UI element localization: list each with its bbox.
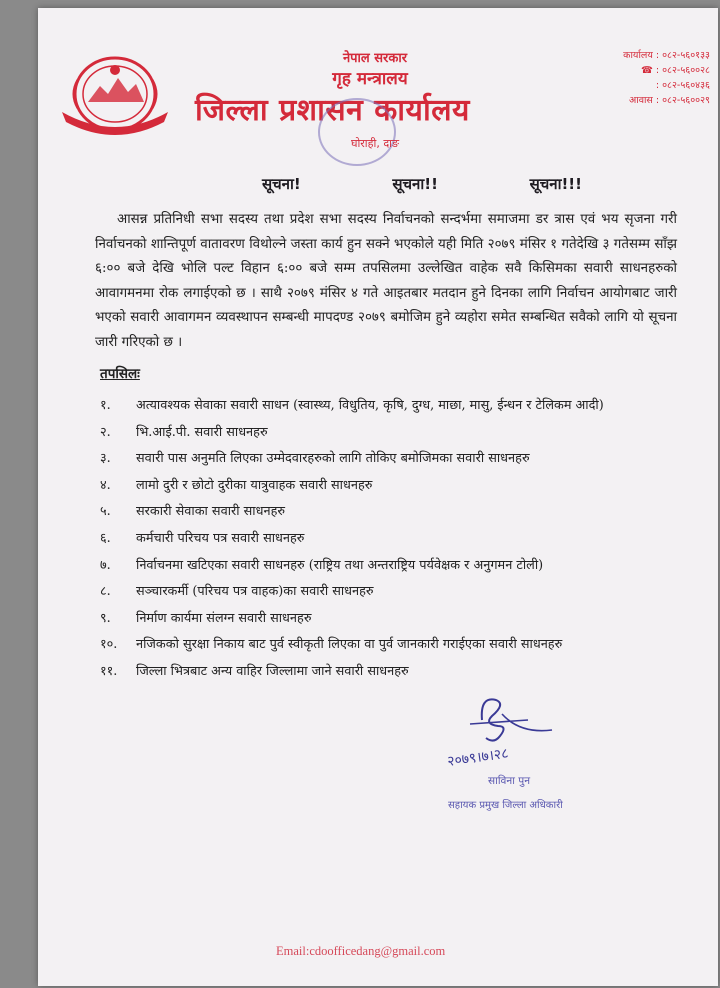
office-email: Email:cdoofficedang@gmail.com xyxy=(276,944,446,958)
notice-headings xyxy=(262,174,582,194)
nepal-emblem-icon xyxy=(48,50,182,136)
office-name: जिल्ला प्रशासन कार्यालय xyxy=(195,93,470,128)
list-item: ३. सवारी पास अनुमति लिएका उम्मेदवारहरुको लागि तोकिए बमोजिमका सवारी साधनहरु xyxy=(100,451,530,467)
notice-heading: सूचना!!! xyxy=(529,175,582,193)
list-item: १. अत्यावश्यक सेवाका सवारी साधन (स्वास्थ्य, विधुतिय, कृषि, दुग्ध, माछा, मासु, ईन्धन र टेलिकम आदी) xyxy=(100,398,604,413)
contact-row: : ०८२-५६०४३६ xyxy=(655,80,710,91)
signer-designation: सहायक प्रमुख जिल्ला अधिकारी xyxy=(448,800,563,811)
exempt-vehicle-list xyxy=(100,395,690,688)
list-item: ८. सञ्चारकर्मी (परिचय पत्र वाहक)का सवारी साधनहरु xyxy=(100,584,374,600)
list-item: १०. नजिकको सुरक्षा निकाय बाट पुर्व स्वीकृती लिएका वा पुर्व जानकारी गराईएका सवारी साधनहरु xyxy=(100,637,563,653)
list-item: ११. जिल्ला भित्रबाट अन्य वाहिर जिल्लामा जाने सवारी साधनहरु xyxy=(100,663,409,679)
list-item: ५. सरकारी सेवाका सवारी साधनहरु xyxy=(100,504,286,520)
office-location: घोराही, दाङ xyxy=(350,137,400,150)
contact-row: कार्यालय : ०८२-५६०१३३ xyxy=(623,50,710,61)
list-item: ९. निर्माण कार्यमा संलग्न सवारी साधनहरु xyxy=(100,610,312,626)
list-item: ७. निर्वाचनमा खटिएका सवारी साधनहरु (राष्ट्रिय तथा अन्तराष्ट्रिय पर्यवेक्षक र अनुगमन टोली) xyxy=(100,557,544,573)
details-label: तपसिलः xyxy=(100,366,140,382)
signature-icon xyxy=(440,690,570,780)
government-name: नेपाल सरकार xyxy=(342,51,408,66)
list-item: ४. लामो दुरी र छोटो दुरीका यात्रुवाहक सवारी साधनहरु xyxy=(100,477,373,493)
notice-body: आसन्न प्रतिनिधी सभा सदस्य तथा प्रदेश सभा सदस्य निर्वाचनको सन्दर्भमा समाजमा डर त्रास एवं भय सृजना गरी निर्वाचनको शान्तिपूर्ण वातावरण विथोल्ने जस्ता कार्य हुन सक्ने भएकोले यही मिति २०७९ मंसिर १ गतेदेखि ३ गतेसम्म साँझ ६:०० बजे देखि भोलि पल्ट विहान ६:०० बजे सम्म तपसिलमा उल्लेखित वाहेक सवै किसिमका सवारी साधनहरुको आवागमनमा रोक लगाईएको छ । साथै २०७९ मंसिर ४ गते आइतबार मतदान हुने दिनका लागि निर्वाचन आयोगबाट जारी भएको सवारी आवागमन व्यवस्थापन सम्बन्धी मापदण्ड २०७९ बमोजिम हुने व्यहोरा समेत सम्बन्धित सवैको लागि यो सूचना जारी गरिएको छ । xyxy=(95,212,677,350)
notice-heading: सूचना! xyxy=(262,175,301,193)
contact-row: ☎ : ०८२-५६००२८ xyxy=(641,65,710,76)
contact-row: आवास : ०८२-५६००२९ xyxy=(628,95,710,106)
signature-date: २०७९।७।२८ xyxy=(446,745,510,770)
phone-icon: ☎ xyxy=(641,65,653,76)
office-stamp-icon xyxy=(318,98,396,166)
signer-name: साविना पुन xyxy=(488,775,531,787)
list-item: ६. कर्मचारी परिचय पत्र सवारी साधनहरु xyxy=(100,530,305,546)
contact-numbers xyxy=(560,48,710,108)
list-item: २. भि.आई.पी. सवारी साधनहरु xyxy=(100,424,268,440)
notice-heading: सूचना!! xyxy=(392,175,438,193)
ministry-name: गृह मन्त्रालय xyxy=(332,69,408,89)
